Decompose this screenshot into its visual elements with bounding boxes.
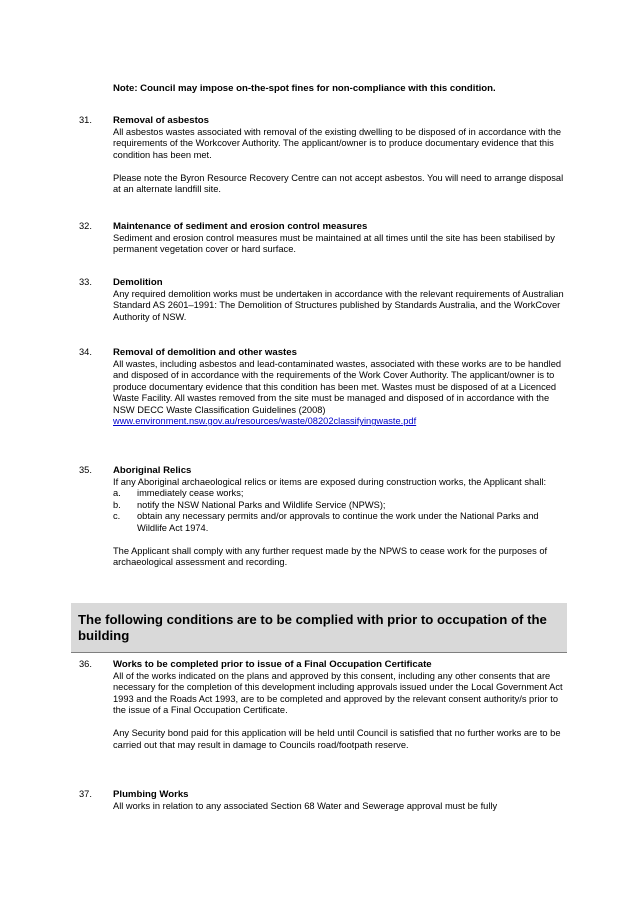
list-item-text: notify the NSW National Parks and Wildlife Service (NPWS); [137, 499, 386, 510]
applicant-duties-list [113, 488, 565, 534]
condition-number: 35. [79, 465, 92, 475]
condition-number: 33. [79, 277, 92, 287]
list-item [113, 511, 565, 534]
list-item [113, 500, 565, 512]
condition-number: 34. [79, 347, 92, 357]
condition-body [113, 659, 565, 751]
condition-text: All of the works indicated on the plans and approved by this consent, including any other consents that are necessary for the completion of this development including approvals issued under the Local Government Act 1993 and the Roads Act 1993, are to be completed and approved by the relevant consent authority/s prior to the issue of a Final Occupation Certificate. [113, 670, 563, 715]
condition-number: 36. [79, 659, 92, 669]
condition-text: All asbestos wastes associated with removal of the existing dwelling to be disposed of in accordance with the requirements of the Workcover Authority. The applicant/owner is to produce documentary evidence that this condition has been met. [113, 126, 562, 160]
condition-title: Plumbing Works [113, 789, 189, 800]
list-item-label: c. [113, 511, 121, 521]
section-heading: The following conditions are to be complied with prior to occupation of the building [78, 612, 547, 643]
condition-number: 37. [79, 789, 92, 799]
condition-text: Any required demolition works must be undertaken in accordance with the relevant requirements of Australian Standard AS 2601–1991: The Demolition of Structures published by Standards Australia, and the WorkCover Authority of NSW. [113, 288, 564, 322]
condition-title: Removal of demolition and other wastes [113, 347, 297, 358]
condition-title: Works to be completed prior to issue of a Final Occupation Certificate [113, 659, 432, 670]
condition-text: All wastes, including asbestos and lead-contaminated wastes, associated with these works are to be handled and disposed of in accordance with the requirements of the Work Cover Authority. The applicant/owner is to produce documentary evidence that this condition has been met. Wastes must be disposed of at a Licenced Waste Facility. All wastes removed from the site must be managed and disposed of in accordance with the NSW DECC Waste Classification Guidelines (2008) [113, 358, 562, 415]
fines-note: Note: Council may impose on-the-spot fines for non-compliance with this condition. [113, 83, 496, 94]
list-item-label: a. [113, 488, 121, 498]
condition-body [113, 221, 565, 256]
list-item-label: b. [113, 499, 121, 510]
condition-title: Demolition [113, 277, 163, 288]
condition-text: Please note the Byron Resource Recovery Centre can not accept asbestos. You will need to arrange disposal at an alternate landfill site. [113, 172, 564, 194]
condition-number: 32. [79, 221, 92, 231]
condition-body [113, 115, 565, 196]
condition-text: Any Security bond paid for this application will be held until Council is satisfied that no further works are to be carried out that may result in damage to Councils road/footpath reserve. [113, 728, 561, 750]
waste-guidelines-link[interactable]: www.environment.nsw.gov.au/resources/waste/08202classifyingwaste.pdf [113, 416, 417, 426]
condition-body [113, 347, 565, 428]
condition-text: If any Aboriginal archaeological relics or items are exposed during construction works, the Applicant shall: [113, 476, 547, 487]
list-item-text: immediately cease works; [137, 488, 244, 498]
condition-text: The Applicant shall comply with any further request made by the NPWS to cease work for the purposes of archaeological assessment and recording. [113, 545, 548, 567]
section-banner [71, 603, 567, 653]
condition-title: Aboriginal Relics [113, 465, 192, 476]
list-item [113, 488, 565, 500]
condition-text: All works in relation to any associated Section 68 Water and Sewerage approval must be fully [113, 800, 498, 811]
condition-title: Maintenance of sediment and erosion control measures [113, 221, 368, 232]
condition-number: 31. [79, 115, 92, 125]
condition-body [113, 789, 565, 812]
condition-title: Removal of asbestos [113, 115, 209, 126]
condition-text: Sediment and erosion control measures must be maintained at all times until the site has been stabilised by permanent vegetation cover or hard surface. [113, 232, 555, 254]
condition-body [113, 277, 565, 323]
list-item-text: obtain any necessary permits and/or approvals to continue the work under the National Parks and Wildlife Act 1974. [137, 511, 539, 533]
condition-body [113, 465, 565, 569]
